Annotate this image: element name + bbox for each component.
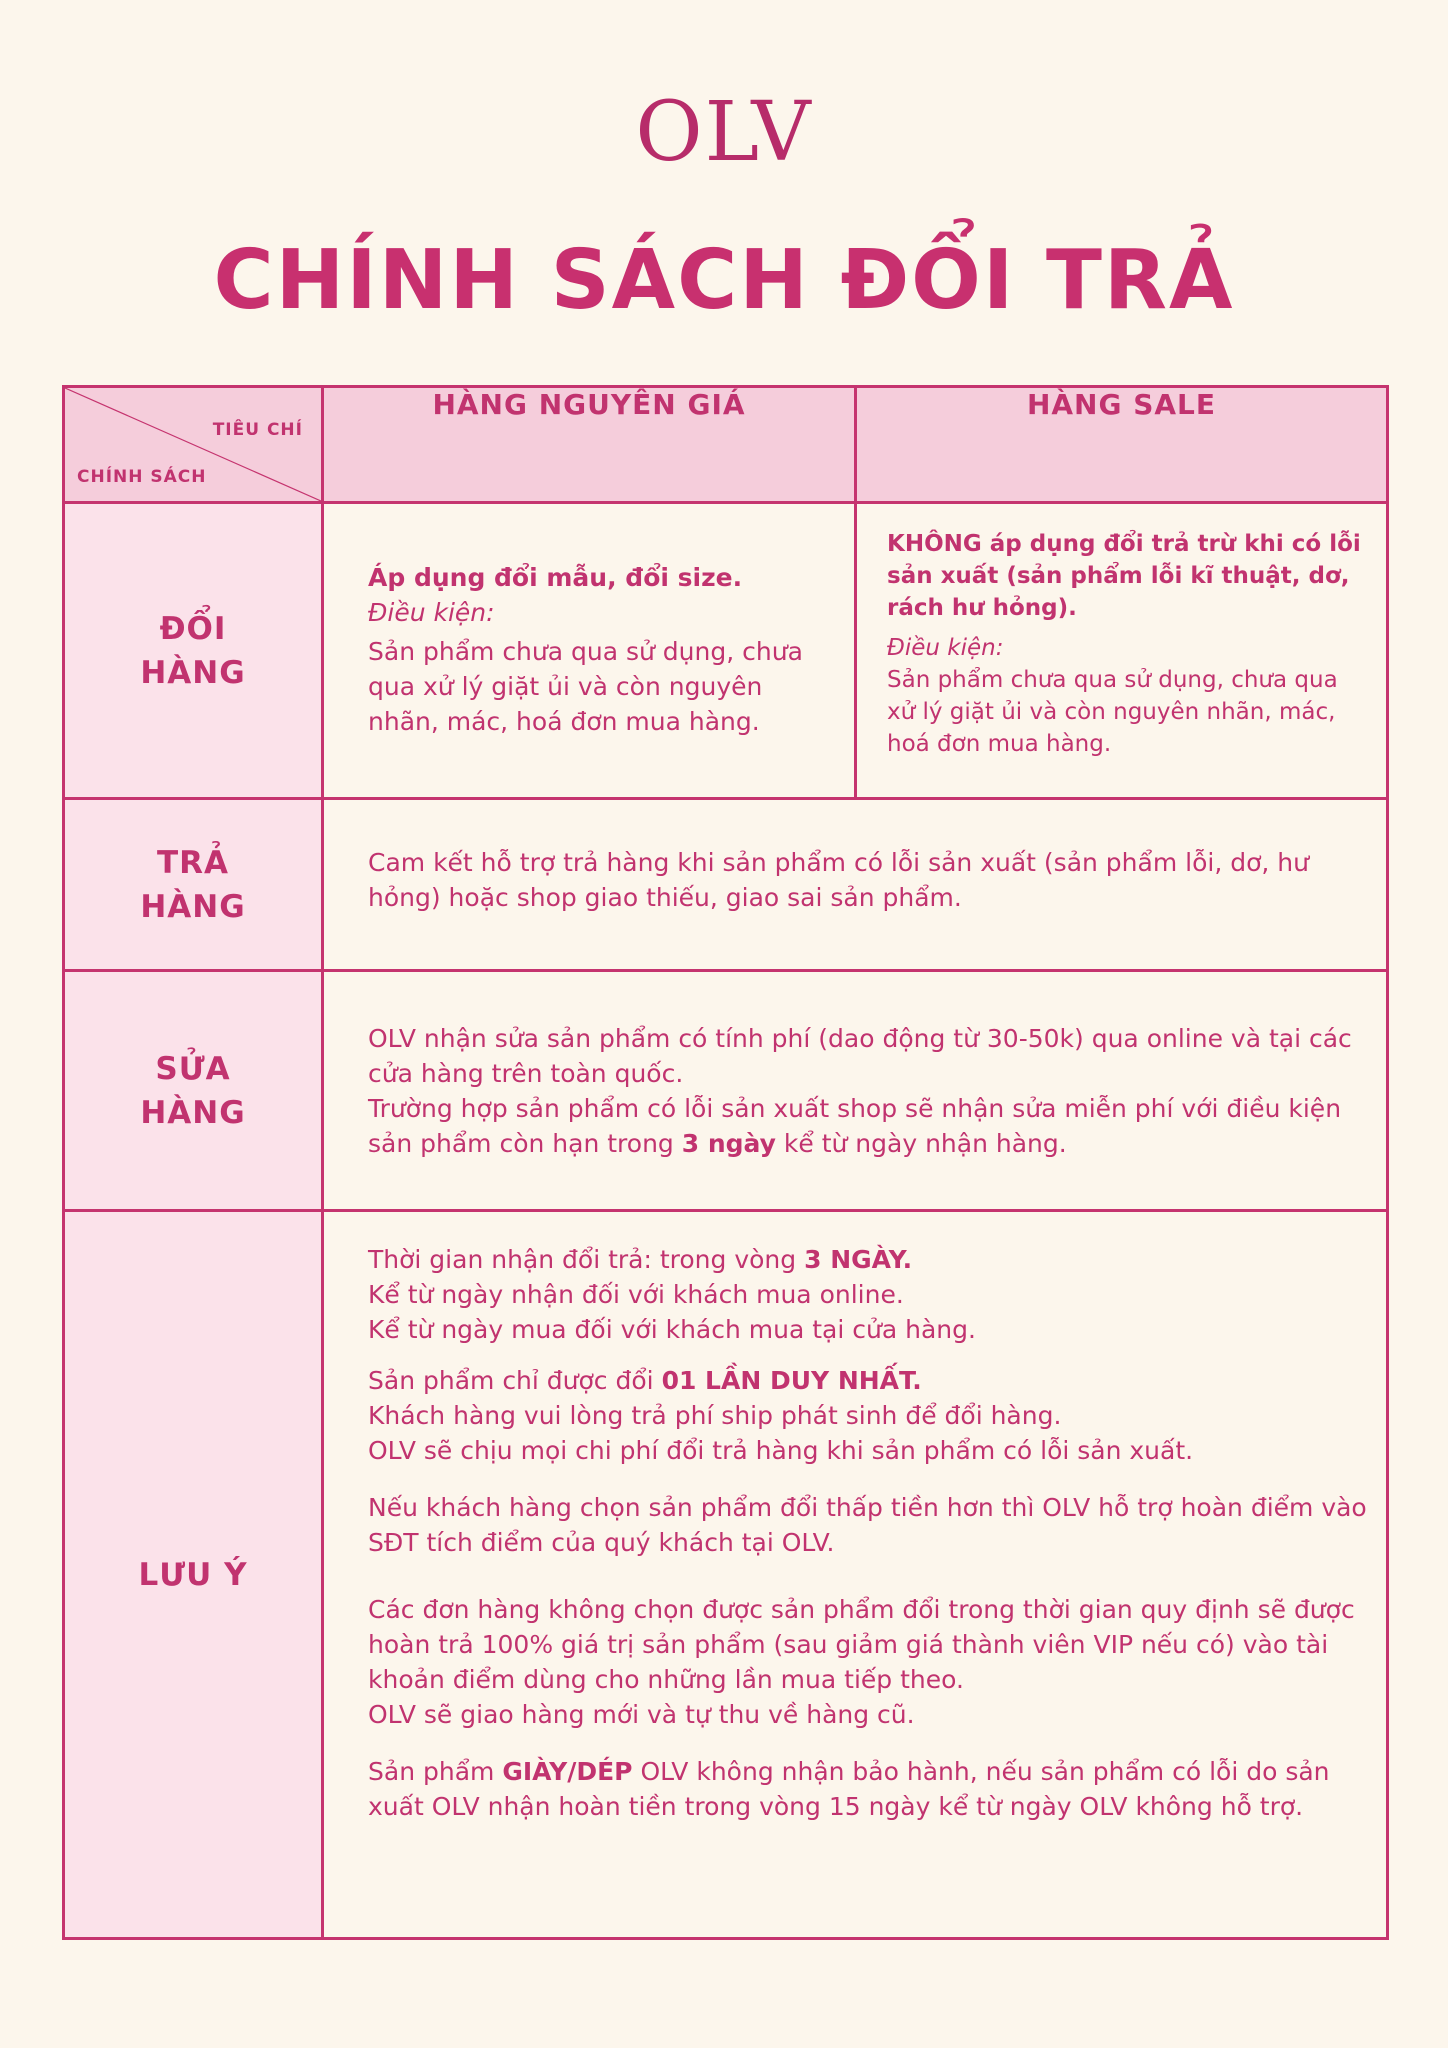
row-label-line: HÀNG [140, 654, 246, 691]
luu-y-p5-pre: Sản phẩm [368, 1757, 503, 1786]
diagonal-header-cell [64, 387, 323, 503]
luu-y-p1-line2: Kể từ ngày nhận đối với khách mua online. [368, 1280, 904, 1309]
doi-hang-sale-lead [887, 528, 1368, 624]
luu-y-p2-pre: Sản phẩm chỉ được đổi [368, 1366, 662, 1395]
luu-y-p1-bold: 3 NGÀY. [804, 1245, 913, 1274]
row-label-tra-hang [64, 799, 323, 971]
luu-y-p3: Nếu khách hàng chọn sản phẩm đổi thấp tiền hơn thì OLV hỗ trợ hoàn điểm vào SĐT tích điểm của quý khách tại OLV. [368, 1493, 1367, 1557]
tra-hang-text: Cam kết hỗ trợ trả hàng khi sản phẩm có lỗi sản xuất (sản phẩm lỗi, dơ, hư hỏng) hoặc shop giao thiếu, giao sai sản phẩm. [368, 847, 1309, 912]
row-label-line: TRẢ [156, 844, 229, 881]
doi-hang-sale-lead-strong: KHÔNG [887, 531, 982, 557]
row-tra-hang [64, 799, 1388, 971]
luu-y-p1-line3: Kể từ ngày mua đối với khách mua tại cửa hàng. [368, 1315, 976, 1344]
sua-hang-text-2-pre: Trường hợp sản phẩm có lỗi sản xuất shop sẽ nhận sửa miễn phí với điều kiện sản phẩm còn hạn trong [368, 1093, 1342, 1158]
row-label-sua-hang [64, 971, 323, 1211]
tra-hang-cell [323, 799, 1388, 971]
doi-hang-sale-condition-label: Điều kiện: [887, 635, 1004, 661]
luu-y-p5-bold: GIÀY/DÉP [502, 1757, 633, 1786]
doi-hang-regular-cell [323, 503, 856, 799]
luu-y-p5 [368, 1754, 1368, 1824]
luu-y-p2-line2: Khách hàng vui lòng trả phí ship phát sinh để đổi hàng. [368, 1401, 1062, 1430]
luu-y-p4-line2: OLV sẽ giao hàng mới và tự thu về hàng cũ. [368, 1700, 915, 1729]
luu-y-p2-line3: OLV sẽ chịu mọi chi phí đổi trả hàng khi sản phẩm có lỗi sản xuất. [368, 1436, 1194, 1465]
row-sua-hang [64, 971, 1388, 1211]
sua-hang-text-1: OLV nhận sửa sản phẩm có tính phí (dao động từ 30-50k) qua online và tại các cửa hàng trên toàn quốc. [368, 1023, 1352, 1088]
sua-hang-cell [323, 971, 1388, 1211]
doi-hang-sale-lead-rest: áp dụng đổi trả trừ khi có lỗi sản xuất (sản phẩm lỗi kĩ thuật, dơ, rách hư hỏng). [887, 531, 1361, 621]
luu-y-p1 [368, 1242, 1368, 1277]
sua-hang-text-2-bold: 3 ngày [681, 1128, 776, 1158]
row-label-line: HÀNG [140, 888, 246, 925]
sua-hang-text-2 [368, 1091, 1368, 1161]
luu-y-p4: Các đơn hàng không chọn được sản phẩm đổi trong thời gian quy định sẽ được hoàn trả 100% giá trị sản phẩm (sau giảm giá thành viên VIP nếu có) vào tài khoản điểm dùng cho những lần mua tiếp theo. [368, 1595, 1355, 1694]
doi-hang-regular-lead: Áp dụng đổi mẫu, đổi size. [368, 563, 743, 592]
brand-logo: OLV [635, 85, 813, 180]
luu-y-p5-post: OLV không nhận bảo hành, nếu sản phẩm có lỗi do sản xuất OLV nhận hoàn tiền trong vòng 15 ngày kể từ ngày OLV không hỗ trợ. [368, 1757, 1330, 1821]
row-label-luu-y: LƯU Ý [64, 1211, 323, 1939]
policy-table [62, 385, 1389, 1940]
luu-y-cell [323, 1211, 1388, 1939]
luu-y-p2 [368, 1363, 1368, 1398]
doi-hang-sale-cell [856, 503, 1388, 799]
doi-hang-sale-condition-text: Sản phẩm chưa qua sử dụng, chưa qua xử lý giặt ủi và còn nguyên nhãn, mác, hoá đơn mua hàng. [887, 667, 1338, 757]
row-label-line: SỬA [155, 1050, 231, 1087]
row-doi-hang [64, 503, 1388, 799]
column-header-regular: HÀNG NGUYÊN GIÁ [323, 387, 856, 503]
doi-hang-regular-condition-label: Điều kiện: [368, 598, 495, 627]
header-row [64, 387, 1388, 503]
doi-hang-regular-condition-text: Sản phẩm chưa qua sử dụng, chưa qua xử lý giặt ủi và còn nguyên nhãn, mác, hoá đơn mua hàng. [368, 637, 803, 736]
column-header-sale: HÀNG SALE [856, 387, 1388, 503]
row-label-line: ĐỔI [159, 610, 227, 647]
row-luu-y [64, 1211, 1388, 1939]
row-label-line: HÀNG [140, 1094, 246, 1131]
policy-label: CHÍNH SÁCH [77, 467, 207, 487]
sua-hang-text-2-post: kể từ ngày nhận hàng. [775, 1128, 1067, 1158]
page-title: CHÍNH SÁCH ĐỔI TRẢ [213, 233, 1235, 328]
luu-y-p2-bold: 01 LẦN DUY NHẤT. [661, 1366, 922, 1395]
row-label-doi-hang [64, 503, 323, 799]
criteria-label: TIÊU CHÍ [212, 420, 303, 440]
luu-y-p1-pre: Thời gian nhận đổi trả: trong vòng [368, 1245, 805, 1274]
